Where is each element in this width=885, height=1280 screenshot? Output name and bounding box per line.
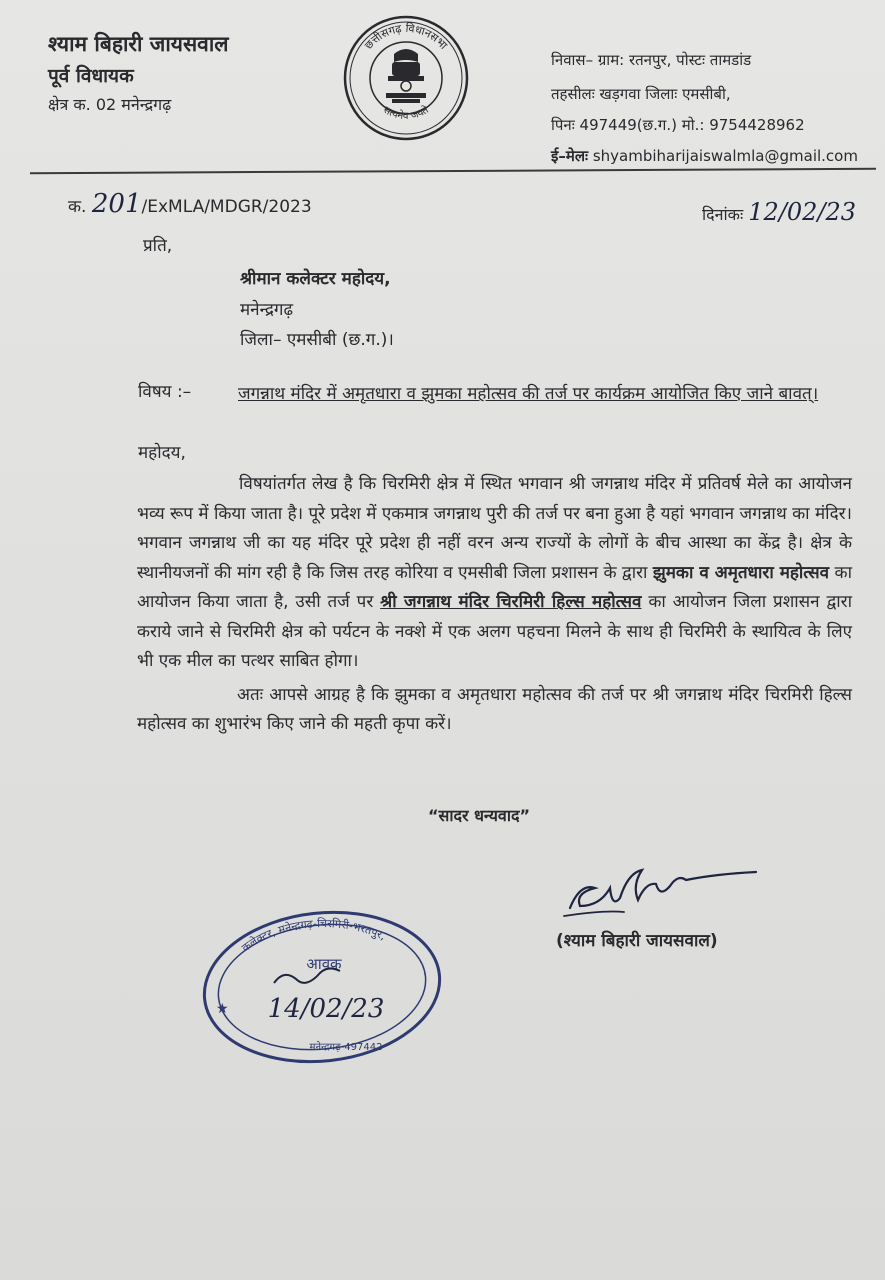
stamp-pin-text: मनेन्द्रगढ़-497442 [309, 1042, 383, 1053]
reference-suffix: /ExMLA/MDGR/2023 [141, 197, 312, 217]
email-line [551, 146, 858, 166]
stamp-star-icon: ★ [216, 1001, 229, 1017]
reference-prefix: क. [68, 197, 87, 217]
recipient-line-2: मनेन्द्रगढ़ [240, 300, 294, 320]
svg-text:सत्यमेव जयते [381, 104, 431, 122]
sender-name: श्याम बिहारी जायसवाल [48, 32, 229, 56]
recipient-line-3: जिला– एमसीबी (छ.ग.)। [240, 330, 394, 350]
p1-proposed-festival: श्री जगन्नाथ मंदिर चिरमिरी हिल्स महोत्सव [380, 592, 642, 612]
emblem-top-text: छत्तीसगढ़ विधानसभा [361, 21, 450, 52]
email-label: ई–मेलः [551, 147, 589, 165]
p1-festival-names: झुमका व अमृतधारा महोत्सव [652, 562, 830, 583]
closing-thanks: “सादर धन्यवाद” [428, 806, 530, 825]
body-paragraph-2: अतः आपसे आग्रह है कि झुमका व अमृतधारा महोत्सव की तर्ज पर श्री जगन्नाथ मंदिर चिरमिरी हिल्स महोत्सव का शुभारंभ किए जाने की महती कृपा करें। [137, 684, 852, 734]
subject-label: विषय :– [138, 382, 192, 402]
sender-constituency: क्षेत्र क. 02 मनेन्द्रगढ़ [48, 95, 172, 114]
body-paragraph-1 [137, 470, 852, 677]
stamp-date: 14/02/23 [267, 994, 385, 1024]
receipt-stamp [196, 905, 448, 1065]
sender-designation: पूर्व विधायक [48, 65, 134, 87]
emblem-bottom-text: सत्यमेव जयते [381, 104, 431, 122]
signature-icon [560, 858, 790, 928]
reference-number [68, 189, 312, 219]
letter-date [702, 198, 856, 226]
subject-text: जगन्नाथ मंदिर में अमृतधारा व झुमका महोत्सव की तर्ज पर कार्यक्रम आयोजित किए जाने बावत्। [238, 384, 819, 404]
p1-text-c: का आयोजन जिला प्रशासन द्वारा कराये जाने से चिरमिरी क्षेत्र को पर्यटन के नक्शे में एक अलग पहचना मिलने के साथ ही चिरमिरी के स्थायित्व के लिए भी एक मील का पत्थर साबित होगा। [137, 592, 852, 671]
p1-text-a: विषयांतर्गत लेख है कि चिरमिरी क्षेत्र में स्थित भगवान श्री जगन्नाथ मंदिर में प्रतिवर्ष मेले का आयोजन भव्य रूप में किया जाता है। पूरे प्रदेश में एकमात्र जगन्नाथ पुरी की तर्ज पर बना हुआ है यहां भगवान जगन्नाथ का मंदिर। भगवान जगन्नाथ जी का यह मंदिर पूरे प्रदेश ही नहीं वरन अन्य राज्यों के लोगों के बीच आस्था का केंद्र है। क्षेत्र के स्थानीयजनों की मांग रही है कि जिस तरह कोरिया व एमसीबी जिला प्रशासन के द्वारा [137, 474, 852, 583]
date-label: दिनांकः [702, 205, 744, 224]
address-line-2: तहसीलः खड़गवा जिलाः एमसीबी, [551, 85, 731, 103]
signatory-name: (श्याम बिहारी जायसवाल) [556, 931, 718, 951]
stamp-center-text: आवक [306, 955, 342, 973]
address-line-3: पिनः 497449(छ.ग.) मो.: 9754428962 [551, 116, 805, 134]
email-address: shyambiharijaiswalmla@gmail.com [592, 147, 858, 165]
letter-body [137, 470, 852, 740]
p1-text-b: का आयोजन किया जाता है, उसी तर्ज पर [137, 562, 853, 612]
recipient-line-1: श्रीमान कलेक्टर महोदय, [240, 269, 391, 289]
address-line-1: निवास– ग्राम: रतनपुर, पोस्टः तामडांड [551, 51, 752, 69]
reference-handwritten-number: 201 [91, 189, 142, 219]
header-divider [30, 168, 876, 174]
to-label: प्रति, [143, 236, 173, 256]
svg-text:कलेक्टर, मनेन्द्रगढ़-चिरमिरी-भ [239, 917, 387, 954]
assembly-emblem-icon [342, 14, 470, 142]
salutation: महोदय, [138, 443, 186, 463]
stamp-ring-text: कलेक्टर, मनेन्द्रगढ़-चिरमिरी-भरतपुर, [239, 917, 388, 955]
date-handwritten: 12/02/23 [748, 198, 857, 226]
